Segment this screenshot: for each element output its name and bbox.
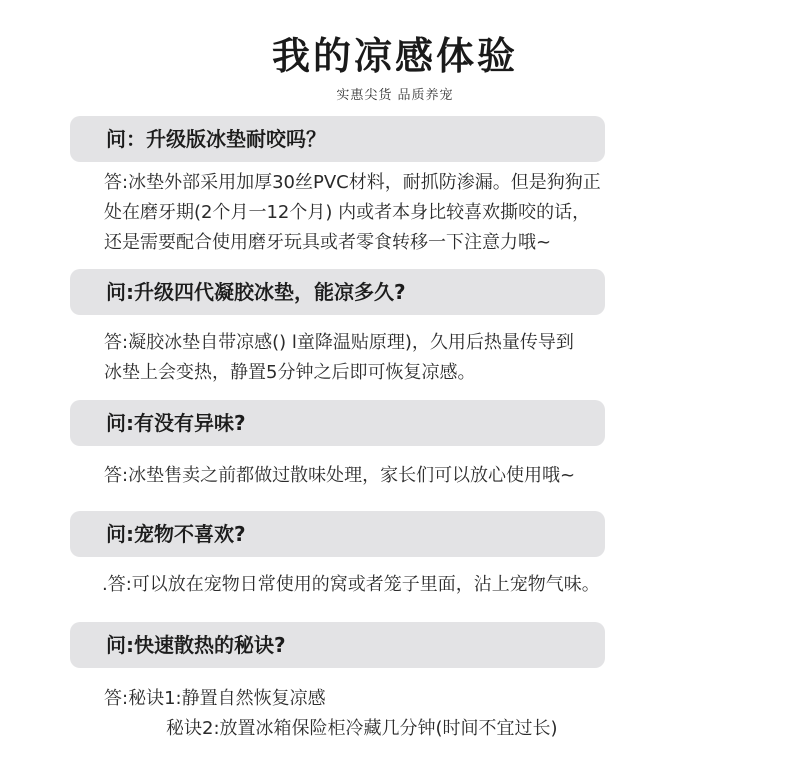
answer-line: 答:冰垫外部采用加厚30丝PVC材料，耐抓防渗漏。但是狗狗正	[104, 172, 601, 193]
answer-line: 答:冰垫售卖之前都做过散味处理，家长们可以放心使用哦~	[104, 465, 576, 486]
faq-answer-2	[104, 328, 744, 388]
faq-question-1: 问：升级版冰垫耐咬吗？	[70, 116, 605, 162]
faq-answer-3	[104, 461, 744, 491]
faq-answer-4	[102, 570, 742, 600]
page-subtitle: 实惠尖货 品质养宠	[336, 88, 454, 103]
answer-line: 处在磨牙期(2个月一12个月) 内或者本身比较喜欢撕咬的话，	[104, 202, 591, 223]
answer-line: .答:可以放在宠物日常使用的窝或者笼子里面，沾上宠物气味。	[102, 574, 600, 595]
faq-answer-1	[104, 168, 744, 258]
answer-line: 冰垫上会变热，静置5分钟之后即可恢复凉感。	[104, 362, 476, 383]
faq-question-2: 问:升级四代凝胶冰垫，能凉多久?	[70, 269, 605, 315]
answer-line: 答:秘诀1:静置自然恢复凉感	[104, 688, 326, 709]
faq-question-5: 问:快速散热的秘诀?	[70, 622, 605, 668]
faq-question-4: 问:宠物不喜欢?	[70, 511, 605, 557]
answer-line: 答:凝胶冰垫自带凉感() l童降温贴原理)，久用后热量传导到	[104, 332, 574, 353]
answer-line: 秘诀2:放置冰箱保险柜冷藏几分钟(时间不宜过长)	[166, 718, 558, 739]
faq-question-3: 问:有没有异味?	[70, 400, 605, 446]
page-title: 我的凉感体验	[271, 34, 518, 78]
answer-line: 还是需要配合使用磨牙玩具或者零食转移一下注意力哦~	[104, 232, 552, 253]
faq-answer-5	[104, 684, 744, 744]
